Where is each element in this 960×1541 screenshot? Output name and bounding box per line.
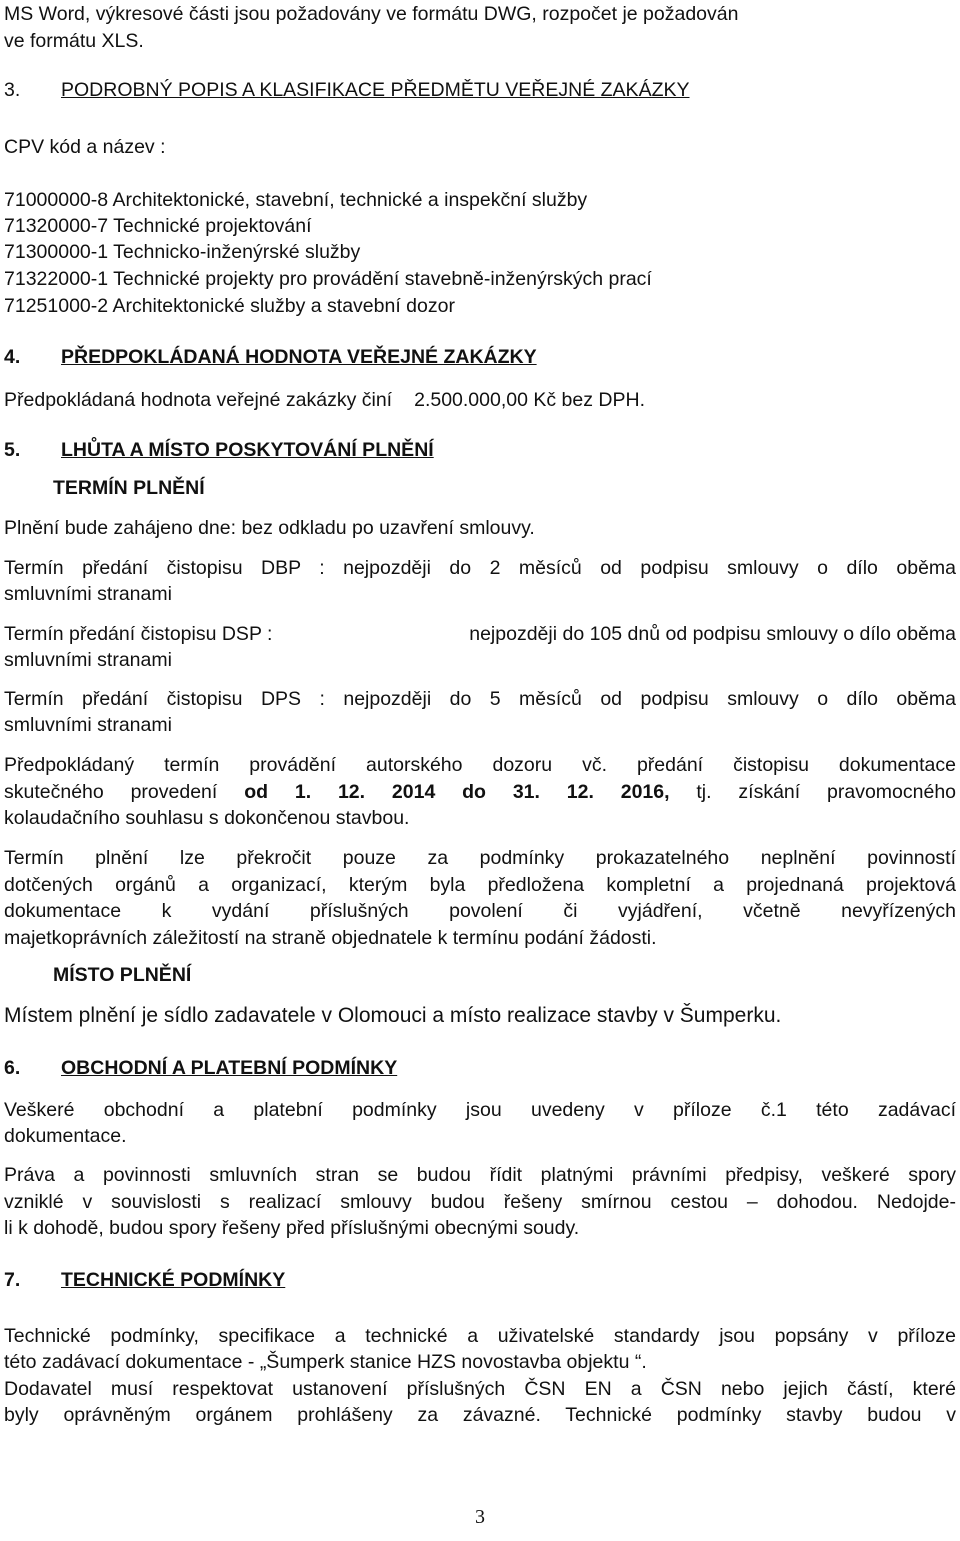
section-title: OBCHODNÍ A PLATEBNÍ PODMÍNKY [61,1057,398,1079]
term-start: Plnění bude zahájeno dne: bez odkladu po uzavření smlouvy. [4,517,535,539]
estimated-value-amount: 2.500.000,00 Kč bez DPH. [414,389,645,411]
exceed-line-4: majetkoprávních záležitostí na straně objednatele k termínu podání žádosti. [4,927,657,949]
section-6-heading [4,1056,956,1080]
term-dbp-line-2: smluvními stranami [4,583,172,605]
technical-p1-line-2: této zadávací dokumentace - „Šumperk stanice HZS novostavba objektu “. [4,1351,647,1373]
place-text: Místem plnění je sídlo zadavatele v Olomouci a místo realizace stavby v Šumperku. [4,1004,782,1027]
place-heading: MÍSTO PLNĚNÍ [53,964,192,986]
cpv-item: 71300000-1 Technicko-inženýrské služby [4,241,361,263]
payment-p2-line-2: vzniklé v souvislosti s realizací smlouvy budou řešeny smírnou cestou – dohodou. Nedojde- [4,1191,956,1213]
term-dsp-line-1 [4,622,956,646]
payment-p1-line-2: dokumentace. [4,1125,127,1147]
section-3-heading [4,78,956,102]
cpv-item: 71251000-2 Architektonické služby a stavební dozor [4,295,455,317]
section-7-heading [4,1268,956,1292]
continuation-line-1: MS Word, výkresové části jsou požadovány ve formátu DWG, rozpočet je požadován [4,3,739,25]
supervision-line-1: Předpokládaný termín provádění autorského dozoru vč. předání čistopisu dokumentace [4,754,956,776]
technical-p1-line-1: Technické podmínky, specifikace a technické a uživatelské standardy jsou popsány v příloze [4,1325,956,1347]
supervision-line-2 [4,780,956,804]
section-5-heading [4,438,956,462]
estimated-value-label: Předpokládaná hodnota veřejné zakázky činí [4,389,393,411]
page-number: 3 [475,1506,485,1528]
section-number: 4. [4,346,21,368]
section-title: PŘEDPOKLÁDANÁ HODNOTA VEŘEJNÉ ZAKÁZKY [61,346,537,368]
cpv-label: CPV kód a název : [4,136,166,158]
term-heading: TERMÍN PLNĚNÍ [53,477,205,499]
exceed-line-2: dotčených orgánů a organizací, kterým byla předložena kompletní a projednaná projektová [4,874,956,896]
technical-p2-line-1: Dodavatel musí respektovat ustanovení příslušných ČSN EN a ČSN nebo jejich částí, které [4,1378,956,1400]
section-title: TECHNICKÉ PODMÍNKY [61,1269,286,1291]
exceed-line-3: dokumentace k vydání příslušných povolení či vyjádření, včetně nevyřízených [4,900,956,922]
term-dsp-rest: nejpozději do 105 dnů od podpisu smlouvy o dílo oběma [469,623,956,645]
technical-p2-line-2: byly oprávněným orgánem prohlášeny za závazné. Technické podmínky stavby budou v [4,1404,956,1426]
term-dps-line-1: Termín předání čistopisu DPS : nejpozději do 5 měsíců od podpisu smlouvy o dílo oběma [4,688,956,710]
section-number: 5. [4,439,21,461]
payment-p2-line-3: li k dohodě, budou spory řešeny před příslušnými obecnými soudy. [4,1217,580,1239]
continuation-line-2: ve formátu XLS. [4,30,144,52]
section-number: 7. [4,1269,21,1291]
payment-p2-line-1: Práva a povinnosti smluvních stran se budou řídit platnými právními předpisy, veškeré spory [4,1164,956,1186]
cpv-item: 71320000-7 Technické projektování [4,215,312,237]
section-4-heading [4,345,956,369]
cpv-item: 71000000-8 Architektonické, stavební, technické a inspekční služby [4,189,588,211]
supervision-post: tj. získání pravomocného [696,781,957,803]
term-dsp-label: Termín předání čistopisu DSP : [4,623,273,645]
term-dsp-line-2: smluvními stranami [4,649,172,671]
exceed-line-1: Termín plnění lze překročit pouze za podmínky prokazatelného neplnění povinností [4,847,956,869]
section-number: 6. [4,1057,21,1079]
supervision-line-3: kolaudačního souhlasu s dokončenou stavbou. [4,807,410,829]
cpv-item: 71322000-1 Technické projekty pro provádění stavebně-inženýrských prací [4,268,652,290]
section-number: 3. [4,79,21,101]
section-title: LHŮTA A MÍSTO POSKYTOVÁNÍ PLNĚNÍ [61,439,434,461]
supervision-pre: skutečného provedení [4,781,218,803]
term-dps-line-2: smluvními stranami [4,714,172,736]
section-title: PODROBNÝ POPIS A KLASIFIKACE PŘEDMĚTU VEŘEJNÉ ZAKÁZKY [61,79,690,101]
estimated-value [4,388,956,412]
payment-p1-line-1: Veškeré obchodní a platební podmínky jsou uvedeny v příloze č.1 této zadávací [4,1099,956,1121]
supervision-dates: od 1. 12. 2014 do 31. 12. 2016, [244,781,670,803]
term-dbp-line-1: Termín předání čistopisu DBP : nejpozději do 2 měsíců od podpisu smlouvy o dílo oběma [4,557,956,579]
